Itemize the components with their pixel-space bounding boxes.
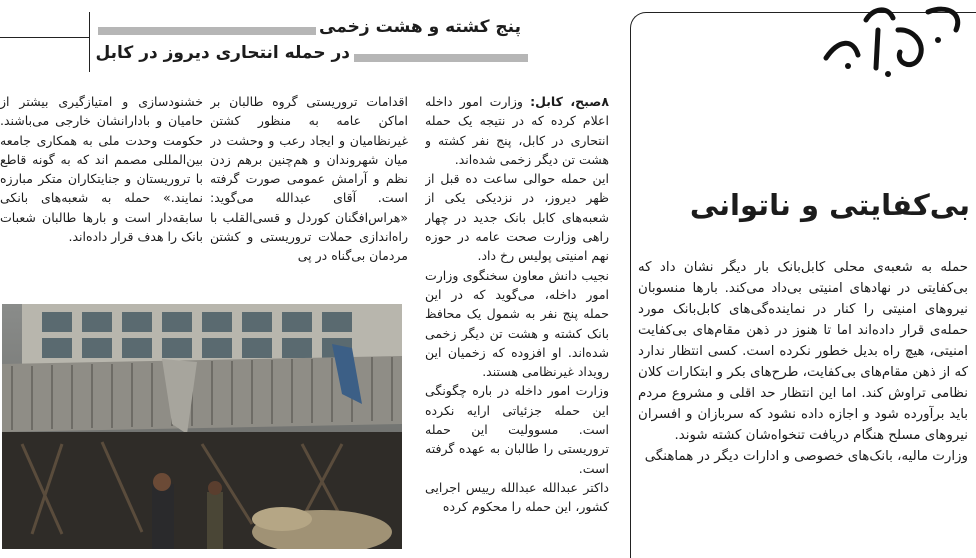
article-column-2: اقدامات تروریستی گروه طالبان بر اماکن عامه به منظور کشتن غیرنظامیان و ایجاد رعب و وحشت در میان شهروندان و هم‌چنین برهم زدن نظم و آرامش عمومی صورت گرفته است. آقای عبدالله می‌گوید: «هراس‌افگنان کوردل و قسی‌القلب با راه‌اندازی حملات تروریستی و کشتن مردمان بی‌گناه در پی	[210, 94, 408, 264]
dateline: ۸صبح، کابل:	[530, 94, 609, 109]
editorial-body: حمله به شعبه‌ی محلی کابل‌بانک بار دیگر نشان داد که بی‌کفایتی در نهادهای امنیتی بی‌داد می‌کند. بارها منسوبان نیروهای امنیتی را کنار در نماینده‌گی‌های کابل‌بانک مورد حمله‌ی قرار داده‌اند اما تا هنوز در ذهن مقام‌های بی‌کفایت امنیتی، هیچ راه بدیل خطور نکرده است. کسی انتظار ندارد که از ذهن مقام‌های بی‌کفایت، طرح‌های بکر و ابتکارات کلان نظامی تراوش کند. اما این انتظار حد اقلی و مشروع مردم باید برآورده شود و اجازه داده نشود که سربازان و افسران نیروهای مسلح هنگام دریافت تنخواه‌شان کشته شوند. وزارت مالیه، بانک‌های خصوصی و ادارات دیگر در هماهنگی	[638, 260, 968, 464]
headline-left-divider	[89, 12, 90, 72]
zang-awal-logo-icon	[818, 0, 968, 80]
article-photo	[2, 304, 402, 549]
editorial-title: بی‌کفایتی و ناتوانی	[689, 188, 970, 222]
explosion-scene-image	[2, 304, 402, 549]
headline-bar-1	[98, 27, 316, 35]
headline-line-1: پنج کشته و هشت زخمی	[319, 17, 521, 37]
editorial-logo	[818, 0, 968, 80]
article-column-1: ۸صبح، کابل: وزارت امور داخله اعلام کرده که در نتیجه یک حمله انتحاری در کابل، پنج نفر کشته و هشت تن دیگر زخمی شده‌اند. این حمله حوالی ساعت ده قبل از ظهر دیروز، در نزدیکی یکی از شعبه‌های کابل بانک جدید در چهار راهی وزارت صحت عامه در حوزه نهم امنیتی پولیس رخ داد. نجیب دانش معاون سخنگوی وزارت امور داخله، می‌گوید که در این حمله پنج نفر به شمول یک محافظ بانک کشته و هشت تن دیگر زخمی شده‌اند. او افزوده که زخمیان این رویداد غیرنظامی هستند. وزارت امور داخله در باره چگونگی این حمله جزئیاتی ارایه نکرده است. مسوولیت این حمله تروریستی را طالبان به عهده گرفته است. داکتر عبدالله عبدالله رییس اجرایی کشور، این حمله را محکوم کرده	[425, 94, 609, 515]
headline-bar-2	[354, 54, 528, 62]
article-column-3: خشنودسازی و امتیازگیری بیشتر از حامیان و بادارانشان خارجی می‌باشند. حکومت وحدت ملی به همکاری جامعه بین‌المللی مصمم اند که به گونه قاطع با تروریستان و جنایتکاران متکر مبارزه نمایند.» حمله به شعبه‌های بانکی سابقه‌دار است و بارها طالبان شعبات بانک را هدف قرار داده‌اند.	[0, 94, 203, 245]
top-rule	[0, 37, 90, 38]
headline-line-2: در حمله انتحاری دیروز در کابل	[95, 43, 350, 63]
